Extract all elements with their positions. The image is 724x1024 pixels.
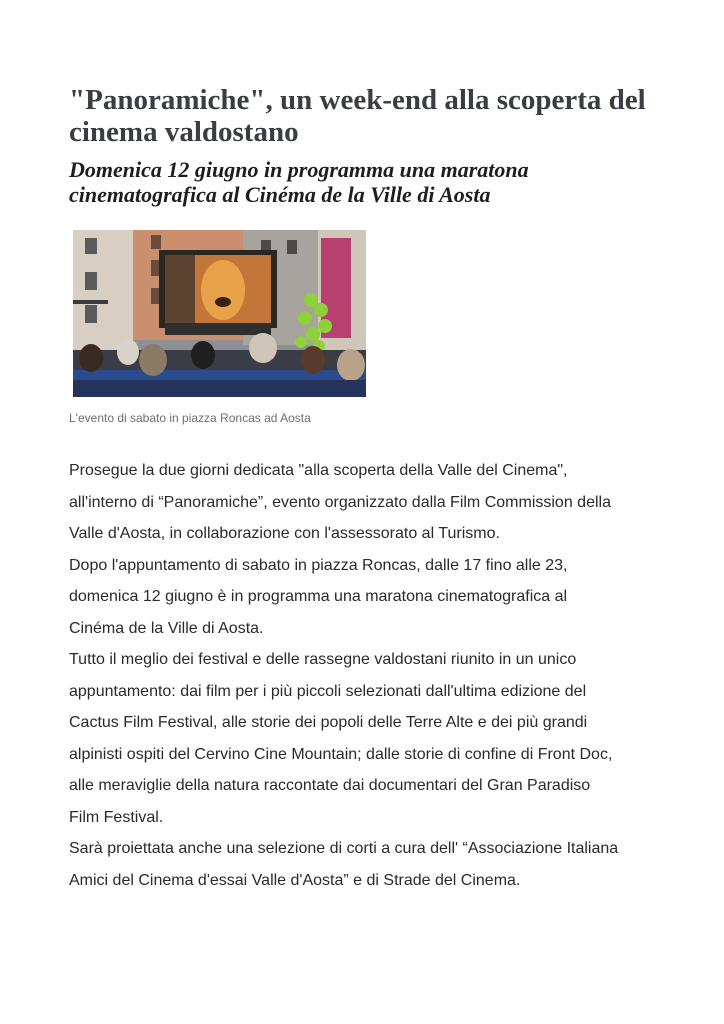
body-line: domenica 12 giugno è in programma una maratona cinematografica al [69, 588, 568, 605]
body-line: alpinisti ospiti del Cervino Cine Mountain; dalle storie di confine di Front Doc, [69, 745, 613, 763]
body-line: Valle d'Aosta, in collaborazione con l'assessorato al Turismo. [69, 525, 500, 542]
body-line: Cactus Film Festival, alle storie dei popoli delle Terre Alte e dei più grandi [69, 714, 588, 731]
body-line: appuntamento: dai film per i più piccoli selezionati dall'ultima edizione del [69, 682, 587, 700]
body-line: all'interno di “Panoramiche”, evento organizzato dalla Film Commission della [69, 493, 611, 511]
article-title [69, 84, 679, 148]
body-line: Film Festival. [69, 808, 164, 826]
body-line: Tutto il meglio dei festival e delle rassegne valdostani riunito in un unico [69, 651, 577, 668]
article-subtitle-line: Domenica 12 giugno in programma una maratona [69, 157, 529, 182]
article-subtitle [69, 157, 669, 207]
event-photo [73, 230, 366, 397]
article-title-line: "Panoramiche", un week-end alla scoperta del [69, 84, 646, 116]
photo-caption: L'evento di sabato in piazza Roncas ad Aosta [69, 411, 311, 425]
article-body [69, 455, 669, 896]
body-line: alle meraviglie della natura raccontate dai documentari del Gran Paradiso [69, 777, 591, 794]
article-subtitle-line: cinematografica al Cinéma de la Ville di Aosta [69, 182, 491, 207]
body-line: Prosegue la due giorni dedicata "alla scoperta della Valle del Cinema", [69, 462, 568, 479]
body-line: Cinéma de la Ville di Aosta. [69, 619, 264, 637]
body-line: Sarà proiettata anche una selezione di corti a cura dell' “Associazione Italiana [69, 840, 619, 857]
article-title-line: cinema valdostano [69, 116, 299, 148]
body-line: Amici del Cinema d'essai Valle d'Aosta” e di Strade del Cinema. [69, 871, 521, 889]
body-line: Dopo l'appuntamento di sabato in piazza Roncas, dalle 17 fino alle 23, [69, 556, 568, 574]
